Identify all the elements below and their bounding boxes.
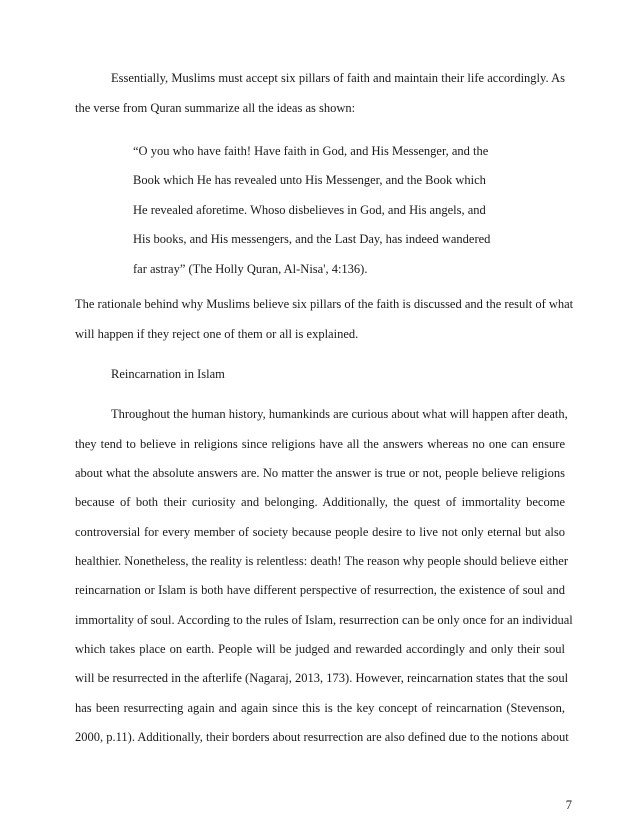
quote-line-1: “O you who have faith! Have faith in God, and His Messenger, and the (133, 144, 489, 158)
body-line-3: about what the absolute answers are. No matter the answer is true or not, people believe religions (75, 466, 565, 480)
page-number: 7 (565, 798, 572, 812)
body-line-6: healthier. Nonetheless, the reality is relentless: death! The reason why people should believe either (75, 554, 569, 568)
section-heading: Reincarnation in Islam (111, 367, 225, 381)
rationale-line-2: will happen if they reject one of them or all is explained. (75, 327, 359, 341)
body-line-7: reincarnation or Islam is both have different perspective of resurrection, the existence of soul and (75, 583, 565, 597)
body-line-12: 2000, p.11). Additionally, their borders about resurrection are also defined due to the notions about (75, 730, 569, 744)
body-line-9: which takes place on earth. People will be judged and rewarded accordingly and only their soul (75, 642, 565, 656)
quote-line-2: Book which He has revealed unto His Messenger, and the Book which (133, 173, 486, 187)
body-line-8: immortality of soul. According to the rules of Islam, resurrection can be only once for an individual (75, 613, 573, 627)
body-line-5: controversial for every member of society because people desire to live not only eternal but also (75, 525, 565, 539)
body-line-4: because of both their curiosity and belonging. Additionally, the quest of immortality become (75, 495, 565, 509)
body-line-10: will be resurrected in the afterlife (Nagaraj, 2013, 173). However, reincarnation states that the soul (75, 671, 569, 685)
body-line-11: has been resurrecting again and again since this is the key concept of reincarnation (Stevenson, (75, 701, 565, 715)
intro-line-1: Essentially, Muslims must accept six pillars of faith and maintain their life accordingly. As (111, 71, 565, 85)
body-line-2: they tend to believe in religions since religions have all the answers whereas no one can ensure (75, 437, 565, 451)
intro-line-2: the verse from Quran summarize all the ideas as shown: (75, 101, 356, 115)
quote-line-3: He revealed aforetime. Whoso disbelieves in God, and His angels, and (133, 203, 486, 217)
body-line-1: Throughout the human history, humankinds are curious about what will happen after death, (111, 407, 568, 421)
quote-line-4: His books, and His messengers, and the Last Day, has indeed wandered (133, 232, 491, 246)
quote-line-5: far astray” (The Holly Quran, Al-Nisa', 4:136). (133, 262, 368, 276)
rationale-line-1: The rationale behind why Muslims believe six pillars of the faith is discussed and the result of what (75, 297, 574, 311)
